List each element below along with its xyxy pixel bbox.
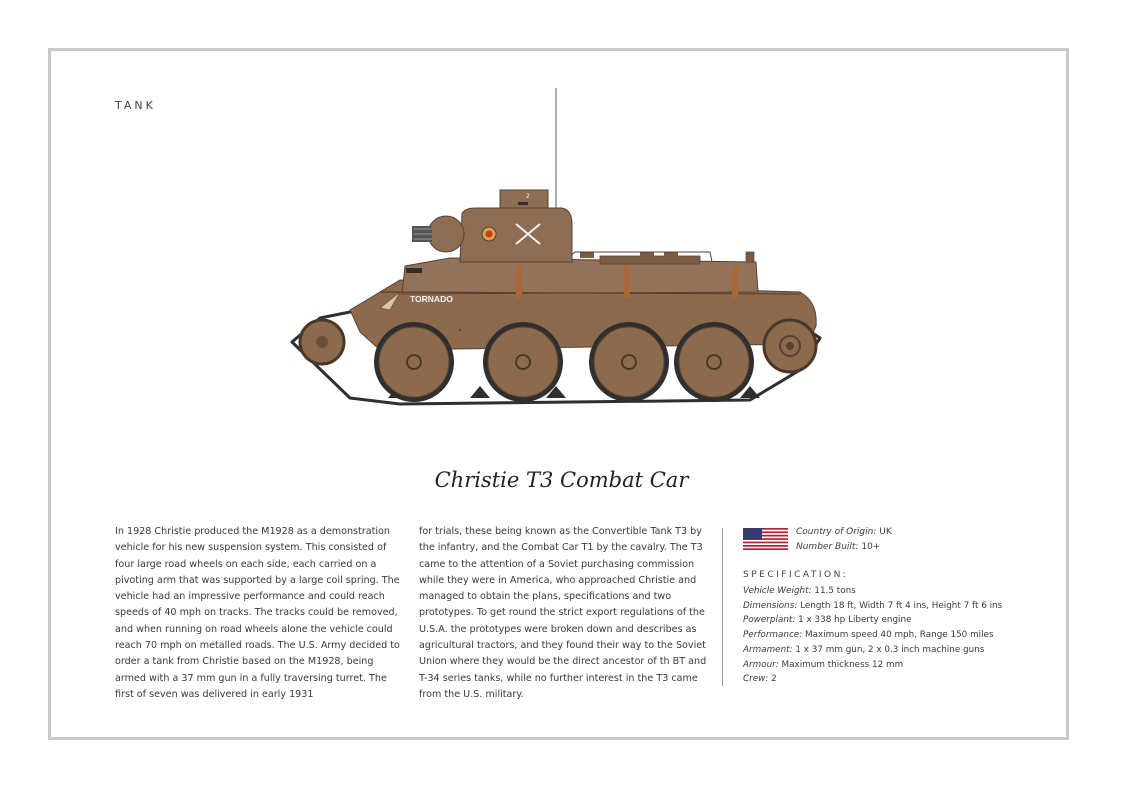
spec-row-performance: [743, 628, 1043, 643]
spec-row-armament: [743, 643, 1043, 658]
spec-label: Armour:: [743, 659, 779, 670]
spec-value: 11.5 tons: [814, 586, 856, 596]
spec-value: 1 x 37 mm gun, 2 x 0.3 inch machine guns: [795, 644, 985, 655]
spec-row-dimensions: [743, 599, 1043, 614]
us-flag-icon: [743, 528, 788, 550]
built-label: Number Built:: [796, 541, 859, 552]
spec-row-powerplant: [743, 613, 1043, 628]
spec-value: 1 x 338 hp Liberty engine: [798, 615, 912, 626]
description-text-1: In 1928 Christie produced the M1928 as a demonstration vehicle for his new suspension system. This consisted of four large road wheels on each side, each carried on a pivoting arm that was supported by a large coil spring. The vehicle had an impressive performance and could reach speeds of 40 mph on tracks. The tracks could be removed, and when running on road wheels alone the vehicle could reach 70 mph on metalled roads. The U.S. Army decided to order a tank from Christie based on the M1928, being armed with a 37 mm gun in a fully traversing turret. The first of seven was delivered in early 1931: [115, 526, 400, 700]
svg-text:2: 2: [526, 193, 530, 200]
description-column-2: [419, 524, 709, 703]
spec-value: Length 18 ft, Width 7 ft 4 ins, Height 7 ft 6 ins: [800, 600, 1003, 611]
spec-row-weight: [743, 584, 1043, 599]
spec-value: 2: [771, 674, 777, 685]
description-text-2: for trials, these being known as the Convertible Tank T3 by the infantry, and the Combat Car T1 by the cavalry. The T3 came to the attention of a Soviet purchasing commission while they were in America, who approached Christie and managed to obtain the plans, specifications and two prototypes. To get round the strict export regulations of the U.S.A. the prototypes were broken down and describes as agricultural tractors, and they found their way to the Soviet Union where they would be the direct ancestor of th BT and T-34 series tanks, while no further interest in the T3 came from the U.S. military.: [419, 526, 707, 700]
spec-label: Crew:: [743, 674, 769, 685]
country-value: UK: [879, 527, 892, 537]
spec-label: Armament:: [743, 644, 793, 655]
built-value: 10+: [861, 541, 881, 552]
category-label: TANK: [115, 99, 156, 112]
spec-label: Vehicle Weight:: [743, 586, 812, 596]
spec-row-crew: [743, 672, 1043, 687]
spec-value: Maximum thickness 12 mm: [781, 659, 904, 670]
spec-row-armour: [743, 658, 1043, 673]
vehicle-title: Christie T3 Combat Car: [434, 468, 689, 492]
tank-illustration: [280, 80, 840, 420]
origin-block: [796, 525, 892, 554]
column-divider: [722, 528, 723, 686]
spec-label: Powerplant:: [743, 615, 796, 626]
country-label: Country of Origin:: [796, 527, 877, 537]
specification-heading: SPECIFICATION:: [743, 570, 849, 580]
description-column-1: [115, 524, 405, 703]
specification-list: [743, 584, 1043, 687]
spec-value: Maximum speed 40 mph, Range 150 miles: [804, 630, 994, 641]
spec-label: Performance:: [743, 630, 803, 641]
spec-label: Dimensions:: [743, 600, 798, 611]
hull-name-marking: TORNADO: [410, 294, 453, 304]
